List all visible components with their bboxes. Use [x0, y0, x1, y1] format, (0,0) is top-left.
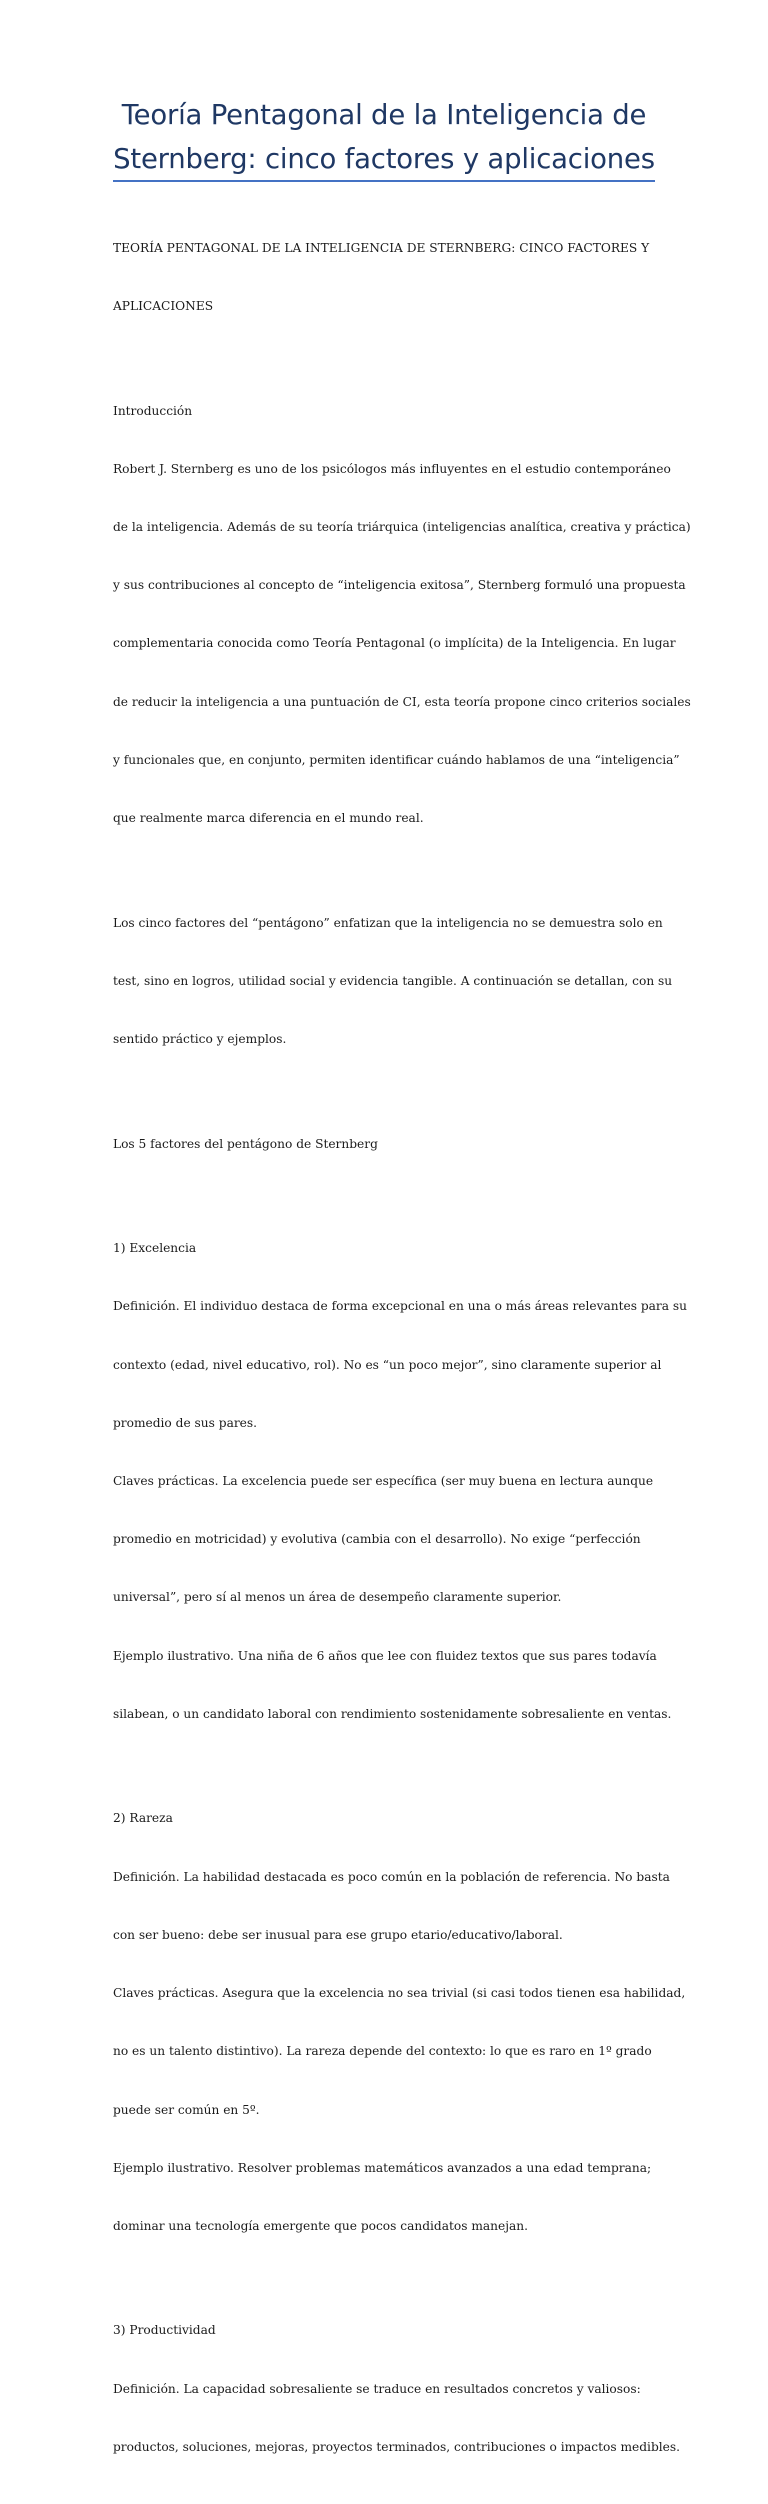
paragraph-factors-heading: [113, 1096, 655, 1193]
text-line: con ser bueno: debe ser inusual para ese grupo etario/educativo/laboral.: [113, 1927, 563, 1942]
text-line: de la inteligencia. Además de su teoría triárquica (inteligencias analítica, creativa y práctica): [113, 520, 691, 534]
text-line: silabean, o un candidato laboral con rendimiento sostenidamente sobresaliente en ventas.: [113, 1706, 672, 1721]
text-line: no es un talento distintivo). La rareza depende del contexto: lo que es raro en 1º grado: [113, 2044, 652, 2059]
text-line: productos, soluciones, mejoras, proyectos terminados, contribuciones o impactos medibles.: [113, 2439, 680, 2454]
text-line: que realmente marca diferencia en el mundo real.: [113, 811, 424, 826]
section-heading: Los 5 factores del pentágono de Sternberg: [113, 1136, 378, 1151]
text-line: puede ser común en 5º.: [113, 2102, 260, 2117]
text-line: sentido práctico y ejemplos.: [113, 1032, 287, 1047]
text-line: Los cinco factores del “pentágono” enfatizan que la inteligencia no se demuestra solo en: [113, 915, 663, 930]
text-line: Claves prácticas. Asegura que la excelencia no sea trivial (si casi todos tienen esa habilidad,: [113, 1986, 686, 2001]
text-line: dominar una tecnología emergente que pocos candidatos manejan.: [113, 2218, 528, 2233]
text-line: TEORÍA PENTAGONAL DE LA INTELIGENCIA DE STERNBERG: CINCO FACTORES Y: [113, 240, 650, 255]
text-line: Definición. La capacidad sobresaliente se traduce en resultados concretos y valiosos:: [113, 2381, 641, 2396]
text-line: promedio en motricidad) y evolutiva (cambia con el desarrollo). No exige “perfección: [113, 1532, 641, 1547]
text-line: Ejemplo ilustrativo. Una niña de 6 años que lee con fluidez textos que sus pares todavía: [113, 1648, 657, 1663]
paragraph-excelencia: [113, 1200, 687, 1763]
paragraph-introduction: [113, 363, 691, 868]
text-line: test, sino en logros, utilidad social y evidencia tangible. A continuación se detallan, con su: [113, 973, 673, 988]
text-line: y funcionales que, en conjunto, permiten identificar cuándo hablamos de una “inteligencia”: [113, 752, 680, 767]
text-line: Robert J. Sternberg es uno de los psicólogos más influyentes en el estudio contemporáneo: [113, 461, 671, 476]
paragraph-five-factors: [113, 875, 673, 1088]
text-line: contexto (edad, nivel educativo, rol). No es “un poco mejor”, sino claramente superior al: [113, 1357, 662, 1372]
text-line: universal”, pero sí al menos un área de desempeño claramente superior.: [113, 1590, 562, 1605]
text-line: complementaria conocida como Teoría Pentagonal (o implícita) de la Inteligencia. En lugar: [113, 636, 676, 651]
text-line: y sus contribuciones al concepto de “inteligencia exitosa”, Sternberg formuló una propuesta: [113, 578, 686, 593]
text-line: Ejemplo ilustrativo. Resolver problemas matemáticos avanzados a una edad temprana;: [113, 2160, 652, 2175]
text-line: promedio de sus pares.: [113, 1415, 258, 1430]
text-line: Definición. La habilidad destacada es poco común en la población de referencia. No basta: [113, 1869, 670, 1884]
document-title: Teoría Pentagonal de la Inteligencia de Sternberg: cinco factores y aplicaciones: [113, 99, 655, 175]
text-line: Definición. El individuo destaca de forma excepcional en una o más áreas relevantes para su: [113, 1299, 687, 1314]
section-heading: 3) Productividad: [113, 2323, 216, 2338]
document-body: [113, 200, 691, 2504]
text-line: de reducir la inteligencia a una puntuación de CI, esta teoría propone cinco criterios sociales: [113, 694, 691, 709]
title-underline: [113, 180, 655, 182]
text-line: APLICACIONES: [113, 299, 214, 314]
section-heading: Introducción: [113, 403, 193, 418]
section-heading: 1) Excelencia: [113, 1241, 197, 1256]
text-line: Claves prácticas. La excelencia puede ser específica (ser muy buena en lectura aunque: [113, 1474, 654, 1488]
paragraph-rareza: [113, 1771, 686, 2276]
paragraph-heading: [113, 200, 655, 355]
section-heading: 2) Rareza: [113, 1811, 173, 1826]
paragraph-productividad: [113, 2283, 680, 2496]
